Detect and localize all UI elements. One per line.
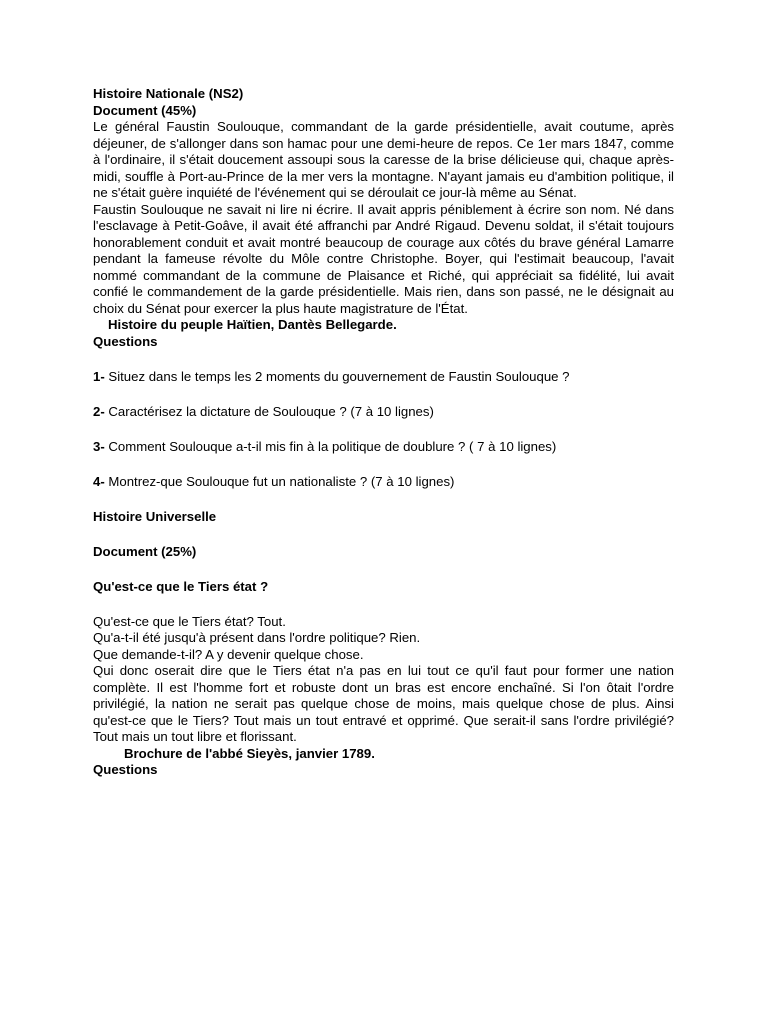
document-subheading: Qu'est-ce que le Tiers état ? <box>93 578 269 594</box>
document-source: Histoire du peuple Haïtien, Dantès Bellegarde. <box>108 317 397 332</box>
question-text: Comment Soulouque a-t-il mis fin à la politique de doublure ? ( 7 à 10 lignes) <box>104 438 557 454</box>
document-line: Qu'est-ce que le Tiers état? Tout. <box>93 613 286 629</box>
question-item <box>93 474 674 491</box>
question-item <box>93 369 674 386</box>
question-item <box>93 404 674 421</box>
question-number: 3- <box>93 438 105 454</box>
question-text: Montrez-que Soulouque fut un nationaliste ? (7 à 10 lignes) <box>104 473 455 489</box>
document-line: Que demande-t-il? A y devenir quelque chose. <box>93 646 364 662</box>
question-number: 1- <box>93 368 105 384</box>
question-text: Situez dans le temps les 2 moments du gouvernement de Faustin Soulouque ? <box>104 368 570 384</box>
question-number: 4- <box>93 473 105 489</box>
document-source: Brochure de l'abbé Sieyès, janvier 1789. <box>124 745 375 761</box>
document-paragraph: Faustin Soulouque ne savait ni lire ni écrire. Il avait appris péniblement à écrire son nom. Né dans l'esclavage à Petit-Goâve, il avait été affranchi par André Rigaud. Devenu soldat, il s'était toujours honorablement conduit et avait montré beaucoup de courage aux côtés du brave général Lamarre pendant la fameuse révolte du Môle contre Christophe. Boyer, qui l'estimait beaucoup, l'avait nommé commandant de la commune de Plaisance et Riché, qui appréciait sa fidélité, lui avait confié le commandement de la garde présidentielle. Mais rien, dans son passé, ne le désignait au choix du Sénat pour exercer la plus haute magistrature de l'État. <box>93 201 674 316</box>
document-heading: Document (45%) <box>93 102 197 118</box>
question-number: 2- <box>93 403 105 419</box>
question-item <box>93 439 674 456</box>
questions-heading: Questions <box>93 762 158 777</box>
document-paragraph: Qui donc oserait dire que le Tiers état n'a pas en lui tout ce qu'il faut pour former une nation complète. Il est l'homme fort et robuste dont un bras est encore enchaîné. Si l'on ôtait l'ordre privilégié, la nation ne serait pas quelque chose de moins, mais quelque chose de plus. Ainsi qu'est-ce que le Tiers? Tout mais un tout entravé et opprimé. Que serait-il sans l'ordre privilégié? Tout mais un tout libre et florissant. <box>93 663 674 744</box>
section-title-national: Histoire Nationale (NS2) <box>93 86 244 101</box>
question-text: Caractérisez la dictature de Soulouque ? (7 à 10 lignes) <box>104 403 434 419</box>
section-title-universal: Histoire Universelle <box>93 508 217 524</box>
document-paragraph: Le général Faustin Soulouque, commandant de la garde présidentielle, avait coutume, après déjeuner, de s'allonger dans son hamac pour une demi-heure de repos. Ce 1er mars 1847, comme à l'ordinaire, il s'était doucement assoupi sous la caresse de la brise délicieuse qui, chaque après-midi, souffle à Port-au-Prince de la mer vers la montagne. N'ayant jamais eu d'ambition politique, il ne s'était guère inquiété de l'événement qui se déroulait ce jour-là même au Sénat. <box>93 119 674 200</box>
document-page <box>93 86 674 779</box>
document-line: Qu'a-t-il été jusqu'à présent dans l'ordre politique? Rien. <box>93 630 421 645</box>
document-heading: Document (25%) <box>93 543 197 559</box>
questions-heading: Questions <box>93 333 158 349</box>
